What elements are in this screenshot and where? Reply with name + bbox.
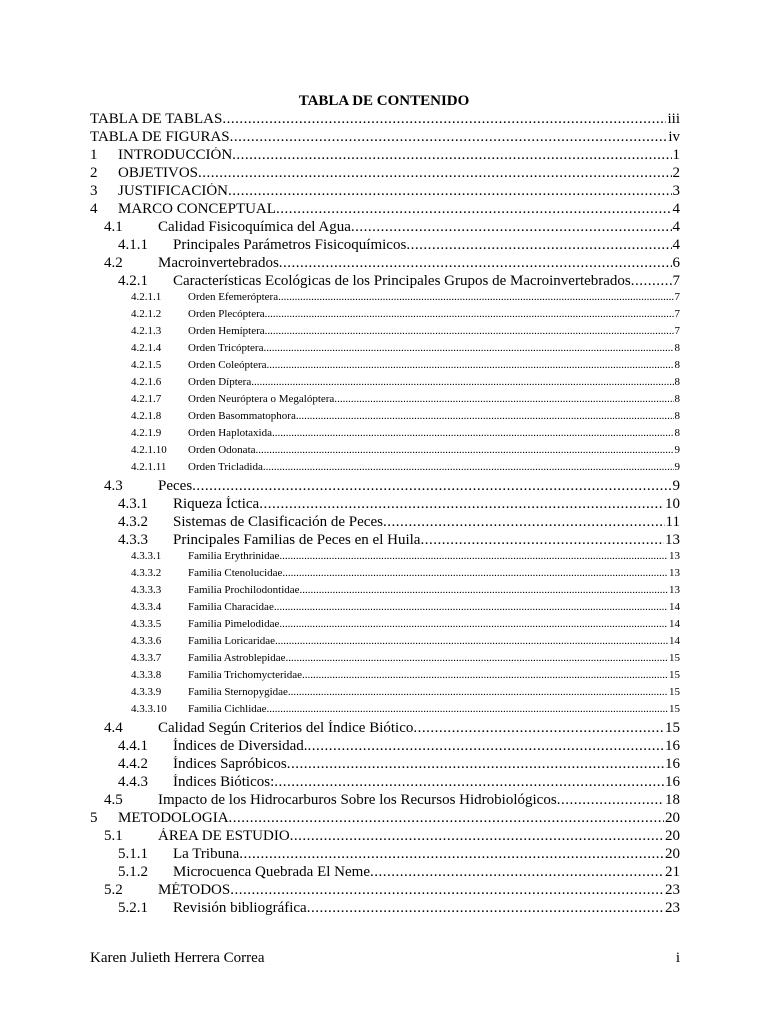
dot-leader bbox=[406, 237, 671, 254]
page-footer bbox=[90, 950, 680, 967]
toc-entry[interactable] bbox=[90, 669, 680, 686]
toc-entry[interactable] bbox=[90, 255, 680, 273]
toc-entry-page: 15 bbox=[669, 703, 680, 715]
toc-entry-title: Familia Cichlidae bbox=[188, 703, 267, 715]
toc-entry-number: 4.2.1.1 bbox=[131, 291, 162, 303]
toc-entry-page: 9 bbox=[674, 444, 680, 456]
toc-entry[interactable] bbox=[90, 237, 680, 255]
toc-entry-number: 2 bbox=[90, 165, 98, 181]
toc-entry[interactable] bbox=[90, 828, 680, 846]
dot-leader bbox=[299, 410, 674, 422]
dot-leader bbox=[266, 461, 674, 473]
toc-entry-number: 4.2.1 bbox=[118, 273, 148, 289]
toc-entry-page: 23 bbox=[665, 882, 680, 898]
toc-entry-title: Sistemas de Clasificación de Peces bbox=[173, 514, 383, 530]
toc-entry-title: Familia Pimelodidae bbox=[188, 618, 280, 630]
toc-entry-title: Calidad Fisicoquímica del Agua bbox=[158, 219, 351, 235]
dot-leader bbox=[254, 376, 674, 388]
toc-entry[interactable] bbox=[90, 635, 680, 652]
toc-entry-title: MÉTODOS bbox=[158, 882, 231, 898]
toc-entry-page: iii bbox=[667, 111, 680, 127]
toc-entry-title: Peces bbox=[158, 478, 193, 494]
toc-entry-number: 4.3.3.6 bbox=[131, 635, 162, 647]
toc-entry[interactable] bbox=[90, 129, 680, 147]
toc-entry-number: 4.2.1.8 bbox=[131, 410, 162, 422]
dot-leader bbox=[279, 618, 668, 630]
toc-entry-title: Orden Neuróptera o Megalóptera. bbox=[188, 393, 338, 405]
dot-leader bbox=[222, 111, 666, 128]
dot-leader bbox=[282, 567, 668, 579]
toc-entry[interactable] bbox=[90, 810, 680, 828]
dot-leader bbox=[631, 273, 672, 290]
dot-leader bbox=[308, 738, 664, 755]
dot-leader bbox=[259, 496, 664, 513]
toc-entry-page: 9 bbox=[672, 478, 680, 494]
dot-leader bbox=[278, 291, 673, 303]
toc-entry-page: 13 bbox=[669, 567, 680, 579]
toc-entry-number: 3 bbox=[90, 183, 98, 199]
toc-entry-title: Principales Familias de Peces en el Huila bbox=[173, 532, 421, 548]
toc-entry[interactable] bbox=[90, 111, 680, 129]
toc-entry[interactable] bbox=[90, 376, 680, 393]
toc-entry-title: Principales Parámetros Fisicoquímicos bbox=[173, 237, 407, 253]
toc-entry[interactable] bbox=[90, 514, 680, 532]
dot-leader bbox=[420, 532, 664, 549]
toc-entry[interactable] bbox=[90, 900, 680, 918]
toc-entry-title: Orden Efemeróptera bbox=[188, 291, 279, 303]
toc-entry-number: 4.4.3 bbox=[118, 774, 148, 790]
dot-leader bbox=[557, 792, 664, 809]
toc-entry-page: 8 bbox=[674, 359, 680, 371]
dot-leader bbox=[276, 201, 672, 218]
toc-entry-title: Orden Plecóptera. bbox=[188, 308, 268, 320]
toc-entry-title: OBJETIVOS bbox=[118, 165, 199, 181]
toc-entry-page: 16 bbox=[665, 756, 680, 772]
toc-entry-title: Calidad Según Criterios del Índice Biótico bbox=[158, 720, 414, 736]
toc-entry-page: 10 bbox=[665, 496, 680, 512]
dot-leader bbox=[287, 756, 664, 773]
toc-entry-title: Macroinvertebrados bbox=[158, 255, 279, 271]
toc-entry-title: ÁREA DE ESTUDIO bbox=[158, 828, 290, 844]
dot-leader bbox=[269, 359, 673, 371]
dot-leader bbox=[290, 828, 664, 845]
toc-entry[interactable] bbox=[90, 183, 680, 201]
toc-entry-title: Familia Prochilodontidae bbox=[188, 584, 300, 596]
toc-entry-number: 4.4.2 bbox=[118, 756, 148, 772]
dot-leader bbox=[370, 864, 664, 881]
toc-entry-page: 7 bbox=[672, 273, 680, 289]
toc-entry-page: 8 bbox=[674, 393, 680, 405]
toc-entry-title: Familia Astroblepidae bbox=[188, 652, 286, 664]
toc-entry-page: 20 bbox=[665, 846, 680, 862]
toc-entry-page: 2 bbox=[672, 165, 680, 181]
toc-entry-number: 5.1.1 bbox=[118, 846, 148, 862]
dot-leader bbox=[413, 720, 664, 737]
toc-entry-page: 7 bbox=[674, 308, 680, 320]
toc-entry-page: 4 bbox=[672, 237, 680, 253]
toc-entry-number: 4.2.1.9 bbox=[131, 427, 162, 439]
toc-entry-page: 7 bbox=[674, 291, 680, 303]
dot-leader bbox=[232, 147, 671, 164]
toc-entry-page: 15 bbox=[669, 669, 680, 681]
toc-entry-page: 16 bbox=[665, 774, 680, 790]
toc-entry-number: 5.2 bbox=[104, 882, 123, 898]
toc-entry-page: 7 bbox=[674, 325, 680, 337]
dot-leader bbox=[266, 342, 673, 354]
toc-entry-page: 15 bbox=[669, 686, 680, 698]
toc-entry[interactable] bbox=[90, 720, 680, 738]
toc-entry-number: 4.1.1 bbox=[118, 237, 148, 253]
toc-entry[interactable] bbox=[90, 686, 680, 703]
toc-entry[interactable] bbox=[90, 864, 680, 882]
toc-entry[interactable] bbox=[90, 652, 680, 669]
dot-leader bbox=[267, 308, 673, 320]
dot-leader bbox=[228, 183, 671, 200]
toc-entry-title: Índices de Diversidad. bbox=[173, 738, 308, 754]
toc-entry[interactable] bbox=[90, 359, 680, 376]
toc-entry-number: 4.3.3.4 bbox=[131, 601, 162, 613]
toc-entry-number: 4.3.3.7 bbox=[131, 652, 162, 664]
toc-entry-number: 4.3.3.1 bbox=[131, 550, 162, 562]
toc-entry-page: 3 bbox=[672, 183, 680, 199]
dot-leader bbox=[285, 652, 668, 664]
toc-entry[interactable] bbox=[90, 550, 680, 567]
toc-entry-title: Familia Trichomycteridae bbox=[188, 669, 302, 681]
toc-entry-title: Orden Basommatophora. bbox=[188, 410, 299, 422]
toc-entry-page: 11 bbox=[665, 514, 680, 530]
toc-entry-title: La Tribuna bbox=[173, 846, 240, 862]
toc-entry-page: 23 bbox=[665, 900, 680, 916]
toc-entry-title: Características Ecológicas de los Principales Grupos de Macroinvertebrados bbox=[173, 273, 631, 289]
toc-entry-title: METODOLOGIA bbox=[118, 810, 229, 826]
toc-entry-number: 4.2.1.7 bbox=[131, 393, 162, 405]
toc-entry-page: 6 bbox=[672, 255, 680, 271]
dot-leader bbox=[275, 635, 668, 647]
dot-leader bbox=[383, 514, 665, 531]
toc-entry[interactable] bbox=[90, 618, 680, 635]
toc-entry-number: 4.4.1 bbox=[118, 738, 148, 754]
dot-leader bbox=[279, 550, 668, 562]
toc-entry-title: Impacto de los Hidrocarburos Sobre los Recursos Hidrobiológicos bbox=[158, 792, 557, 808]
toc-entry[interactable] bbox=[90, 756, 680, 774]
toc-entry-number: 4.3.3.8 bbox=[131, 669, 162, 681]
toc-entry-number: 5.1 bbox=[104, 828, 123, 844]
toc-entry[interactable] bbox=[90, 273, 680, 291]
toc-entry-number: 4 bbox=[90, 201, 98, 217]
toc-entry[interactable] bbox=[90, 147, 680, 165]
toc-entry-title: Índices Bióticos: bbox=[173, 774, 275, 790]
dot-leader bbox=[351, 219, 672, 236]
toc-entry-title: Orden Hemíptera. bbox=[188, 325, 268, 337]
toc-entry-number: 4.2.1.6 bbox=[131, 376, 162, 388]
toc-entry-page: 18 bbox=[665, 792, 680, 808]
toc-entry[interactable] bbox=[90, 393, 680, 410]
dot-leader bbox=[230, 129, 668, 146]
toc-entry-number: 4.2.1.3 bbox=[131, 325, 162, 337]
toc-entry[interactable] bbox=[90, 219, 680, 237]
dot-leader bbox=[307, 900, 664, 917]
toc-entry[interactable] bbox=[90, 882, 680, 900]
toc-entry[interactable] bbox=[90, 567, 680, 584]
toc-entry[interactable] bbox=[90, 165, 680, 183]
toc-entry-title: Familia Ctenolucidae bbox=[188, 567, 283, 579]
toc-entry-number: 4.3.3.5 bbox=[131, 618, 162, 630]
toc-entry-number: 4.2.1.5 bbox=[131, 359, 162, 371]
dot-leader bbox=[230, 882, 664, 899]
toc-entry-number: 5 bbox=[90, 810, 98, 826]
toc-entry-title: Orden Díptera. bbox=[188, 376, 254, 388]
dot-leader bbox=[275, 427, 674, 439]
dot-leader bbox=[239, 846, 664, 863]
toc-entry-number: 4.5 bbox=[104, 792, 123, 808]
toc-entry[interactable] bbox=[90, 342, 680, 359]
toc-entry-page: 4 bbox=[672, 219, 680, 235]
table-of-contents bbox=[90, 111, 680, 918]
dot-leader bbox=[279, 255, 672, 272]
toc-entry-page: 21 bbox=[665, 864, 680, 880]
toc-entry[interactable] bbox=[90, 792, 680, 810]
dot-leader bbox=[274, 774, 664, 791]
toc-entry-page: 9 bbox=[674, 461, 680, 473]
toc-entry[interactable] bbox=[90, 291, 680, 308]
toc-entry-page: 15 bbox=[669, 652, 680, 664]
toc-entry-number: 4.3.3.10 bbox=[131, 703, 167, 715]
dot-leader bbox=[258, 444, 673, 456]
toc-entry-page: 16 bbox=[665, 738, 680, 754]
toc-entry-title: Revisión bibliográfica bbox=[173, 900, 307, 916]
dot-leader bbox=[300, 584, 668, 596]
toc-entry-title: Microcuenca Quebrada El Neme bbox=[173, 864, 370, 880]
toc-entry[interactable] bbox=[90, 427, 680, 444]
toc-entry[interactable] bbox=[90, 410, 680, 427]
toc-entry[interactable] bbox=[90, 532, 680, 550]
footer-page-number: i bbox=[675, 950, 680, 966]
toc-entry-page: 1 bbox=[672, 147, 680, 163]
toc-entry-number: 4.1 bbox=[104, 219, 123, 235]
toc-entry-title: Familia Sternopygidae bbox=[188, 686, 288, 698]
toc-entry-number: 4.3.3.2 bbox=[131, 567, 162, 579]
toc-entry-page: 13 bbox=[669, 584, 680, 596]
toc-entry-number: 4.3.3.3 bbox=[131, 584, 162, 596]
dot-leader bbox=[337, 393, 673, 405]
toc-entry-title: Orden Coleóptera. bbox=[188, 359, 270, 371]
toc-entry-number: 1 bbox=[90, 147, 98, 163]
toc-entry-number: 4.4 bbox=[104, 720, 123, 736]
toc-entry-number: 4.3.2 bbox=[118, 514, 148, 530]
toc-entry-title: TABLA DE TABLAS bbox=[90, 111, 223, 127]
toc-entry-title: Familia Characidae bbox=[188, 601, 274, 613]
toc-entry-page: 8 bbox=[674, 427, 680, 439]
toc-entry-page: 4 bbox=[672, 201, 680, 217]
toc-entry-number: 4.3 bbox=[104, 478, 123, 494]
toc-entry-page: 20 bbox=[665, 828, 680, 844]
toc-entry[interactable] bbox=[90, 461, 680, 478]
toc-entry-page: 20 bbox=[665, 810, 680, 826]
dot-leader bbox=[229, 810, 664, 827]
toc-entry-number: 4.3.1 bbox=[118, 496, 148, 512]
toc-entry-page: 13 bbox=[669, 550, 680, 562]
toc-entry[interactable] bbox=[90, 846, 680, 864]
toc-entry-title: Riqueza Íctica bbox=[173, 496, 260, 512]
toc-entry-number: 4.3.3 bbox=[118, 532, 148, 548]
dot-leader bbox=[302, 669, 668, 681]
toc-entry-title: Índices Sapróbicos bbox=[173, 756, 287, 772]
toc-entry-number: 4.3.3.9 bbox=[131, 686, 162, 698]
toc-entry[interactable] bbox=[90, 325, 680, 342]
toc-entry-page: 14 bbox=[669, 601, 680, 613]
dot-leader bbox=[288, 686, 668, 698]
toc-entry-number: 4.2.1.4 bbox=[131, 342, 162, 354]
toc-entry-title: TABLA DE FIGURAS bbox=[90, 129, 230, 145]
toc-entry[interactable] bbox=[90, 601, 680, 618]
toc-entry-number: 4.2.1.11 bbox=[131, 461, 167, 473]
toc-entry[interactable] bbox=[90, 738, 680, 756]
toc-entry-page: 15 bbox=[665, 720, 680, 736]
toc-entry-page: 14 bbox=[669, 618, 680, 630]
toc-entry-title: INTRODUCCIÓN bbox=[118, 147, 233, 163]
toc-entry-page: 13 bbox=[665, 532, 680, 548]
toc-entry[interactable] bbox=[90, 584, 680, 601]
dot-leader bbox=[267, 703, 668, 715]
toc-entry-page: 14 bbox=[669, 635, 680, 647]
dot-leader bbox=[274, 601, 668, 613]
toc-entry-number: 4.2.1.2 bbox=[131, 308, 162, 320]
toc-entry-title: Orden Odonata. bbox=[188, 444, 259, 456]
footer-author: Karen Julieth Herrera Correa bbox=[90, 950, 265, 966]
toc-entry-page: 8 bbox=[674, 376, 680, 388]
toc-entry-number: 5.1.2 bbox=[118, 864, 148, 880]
toc-entry[interactable] bbox=[90, 308, 680, 325]
toc-entry[interactable] bbox=[90, 496, 680, 514]
toc-entry-number: 4.2 bbox=[104, 255, 123, 271]
toc-entry-page: 8 bbox=[674, 410, 680, 422]
toc-entry[interactable] bbox=[90, 703, 680, 720]
toc-entry-title: Orden Tricladida. bbox=[188, 461, 266, 473]
toc-entry-page: iv bbox=[668, 129, 680, 145]
toc-entry-title: Orden Tricóptera. bbox=[188, 342, 267, 354]
dot-leader bbox=[267, 325, 673, 337]
toc-title: TABLA DE CONTENIDO bbox=[298, 93, 470, 109]
toc-entry-title: JUSTIFICACIÓN bbox=[118, 183, 229, 199]
dot-leader bbox=[198, 165, 671, 182]
toc-entry[interactable] bbox=[90, 478, 680, 496]
toc-entry-title: MARCO CONCEPTUAL bbox=[118, 201, 276, 217]
toc-entry-title: Familia Erythrinidae bbox=[188, 550, 280, 562]
toc-entry[interactable] bbox=[90, 201, 680, 219]
dot-leader bbox=[192, 478, 671, 495]
toc-entry-number: 5.2.1 bbox=[118, 900, 148, 916]
toc-entry-number: 4.2.1.10 bbox=[131, 444, 167, 456]
toc-entry[interactable] bbox=[90, 444, 680, 461]
toc-entry-title: Familia Loricaridae bbox=[188, 635, 276, 647]
toc-entry-title: Orden Haplotaxida. bbox=[188, 427, 275, 439]
toc-entry-page: 8 bbox=[674, 342, 680, 354]
toc-entry[interactable] bbox=[90, 774, 680, 792]
